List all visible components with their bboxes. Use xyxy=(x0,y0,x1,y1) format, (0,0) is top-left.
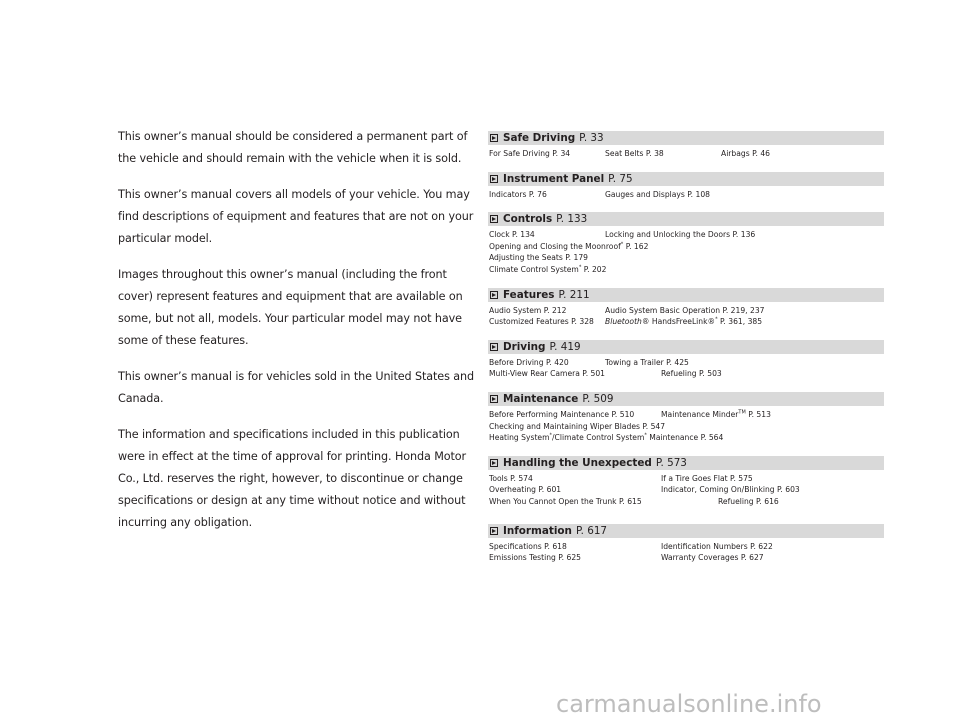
section-page: P. 573 xyxy=(655,456,687,469)
section-title: Controls xyxy=(503,213,553,226)
toc-link[interactable]: Opening and Closing the Moonroof* P. 162 xyxy=(489,241,649,251)
toc-section-information xyxy=(488,524,884,564)
section-title: Features xyxy=(503,288,555,301)
arrow-right-icon xyxy=(490,343,498,351)
toc-link[interactable]: When You Cannot Open the Trunk P. 615 xyxy=(489,496,642,506)
intro-paragraph: This owner’s manual is for vehicles sold in the United States and Canada. xyxy=(118,370,475,405)
arrow-right-icon xyxy=(490,175,498,183)
toc-section-driving xyxy=(488,340,884,380)
arrow-right-icon xyxy=(490,134,498,142)
toc-link[interactable]: Climate Control System* P. 202 xyxy=(489,264,607,274)
toc-link[interactable]: If a Tire Goes Flat P. 575 xyxy=(661,473,753,483)
section-page: P. 33 xyxy=(579,132,604,144)
toc-section-header[interactable] xyxy=(488,212,884,226)
toc-section-header[interactable] xyxy=(488,456,884,470)
section-page: P. 133 xyxy=(556,213,588,226)
toc-link[interactable]: Indicator, Coming On/Blinking P. 603 xyxy=(661,485,800,495)
toc-link[interactable]: Airbags P. 46 xyxy=(721,149,770,158)
toc-link[interactable]: Adjusting the Seats P. 179 xyxy=(489,253,588,263)
toc-link[interactable]: Seat Belts P. 38 xyxy=(605,149,664,158)
section-title: Information xyxy=(503,524,572,537)
section-page: P. 419 xyxy=(549,340,581,353)
arrow-right-icon xyxy=(490,459,498,467)
intro-paragraph: Images throughout this owner’s manual (including the front cover) represent features and equipment that are available on some, but not all, models. Your particular model may not have some of these features. xyxy=(118,268,463,347)
toc-link[interactable]: Clock P. 134 xyxy=(489,230,535,240)
toc-section-instrument-panel xyxy=(488,172,884,201)
toc-link[interactable]: Towing a Trailer P. 425 xyxy=(605,357,689,367)
toc-section-safe-driving xyxy=(488,131,884,160)
intro-paragraph: The information and specifications included in this publication were in effect at the time of approval for printing. Honda Motor Co., Ltd. reserves the right, however, to discontinue or change specifications or design at any time without notice and without incurring any obligation. xyxy=(118,428,467,529)
toc-link[interactable]: Audio System P. 212 xyxy=(489,305,567,315)
toc-link[interactable]: Heating System*/Climate Control System* Maintenance P. 564 xyxy=(489,432,724,443)
toc-link[interactable]: Audio System Basic Operation P. 219, 237 xyxy=(605,305,765,315)
intro-paragraph: This owner’s manual should be considered a permanent part of the vehicle and should remain with the vehicle when it is sold. xyxy=(118,130,468,165)
toc-link[interactable]: Gauges and Displays P. 108 xyxy=(605,189,710,199)
toc-link[interactable]: Customized Features P. 328 xyxy=(489,317,594,327)
intro-text xyxy=(118,126,478,548)
toc-link[interactable]: Before Performing Maintenance P. 510 xyxy=(489,409,635,419)
toc-section-header[interactable] xyxy=(488,524,884,538)
toc-section-controls xyxy=(488,212,884,275)
toc-link[interactable]: Specifications P. 618 xyxy=(489,541,567,551)
toc-section-handling-unexpected xyxy=(488,456,884,508)
toc-link[interactable]: Locking and Unlocking the Doors P. 136 xyxy=(605,230,756,240)
section-page: P. 75 xyxy=(608,172,633,185)
toc-link[interactable]: Emissions Testing P. 625 xyxy=(489,553,581,563)
toc-link[interactable]: Indicators P. 76 xyxy=(489,189,547,199)
toc-link[interactable]: Maintenance Minder™ P. 513 xyxy=(661,409,771,419)
toc-link[interactable]: Checking and Maintaining Wiper Blades P. 547 xyxy=(489,421,666,431)
toc-link[interactable]: Overheating P. 601 xyxy=(489,485,562,495)
table-of-contents xyxy=(488,131,884,576)
toc-section-header[interactable] xyxy=(488,131,884,145)
section-title: Handling the Unexpected xyxy=(503,456,652,469)
section-page: P. 211 xyxy=(558,288,590,301)
arrow-right-icon xyxy=(490,215,498,223)
toc-section-features xyxy=(488,288,884,328)
toc-section-maintenance xyxy=(488,392,884,444)
arrow-right-icon xyxy=(490,395,498,403)
section-title: Maintenance xyxy=(503,392,579,405)
section-page: P. 509 xyxy=(582,392,614,405)
toc-section-header[interactable] xyxy=(488,340,884,354)
toc-section-header[interactable] xyxy=(488,288,884,302)
arrow-right-icon xyxy=(490,291,498,299)
watermark: carmanualsonline.info xyxy=(556,690,822,718)
toc-link[interactable]: Refueling P. 616 xyxy=(718,496,779,506)
toc-link[interactable]: Warranty Coverages P. 627 xyxy=(661,553,764,563)
arrow-right-icon xyxy=(490,527,498,535)
toc-link[interactable]: Before Driving P. 420 xyxy=(489,357,569,367)
toc-section-header[interactable] xyxy=(488,392,884,406)
toc-link[interactable]: Bluetooth® HandsFreeLink®* P. 361, 385 xyxy=(605,316,763,327)
section-page: P. 617 xyxy=(575,524,608,537)
toc-link[interactable]: Tools P. 574 xyxy=(489,473,533,483)
toc-link[interactable]: Identification Numbers P. 622 xyxy=(661,541,773,551)
intro-paragraph: This owner’s manual covers all models of your vehicle. You may find descriptions of equipment and features that are not on your particular model. xyxy=(118,188,474,245)
section-title: Driving xyxy=(503,340,546,353)
section-title: Safe Driving xyxy=(503,132,576,144)
toc-link[interactable]: Refueling P. 503 xyxy=(661,369,722,379)
toc-link[interactable]: For Safe Driving P. 34 xyxy=(489,149,571,158)
toc-link[interactable]: Multi-View Rear Camera P. 501 xyxy=(489,369,606,379)
section-title: Instrument Panel xyxy=(503,172,605,185)
toc-section-header[interactable] xyxy=(488,172,884,186)
